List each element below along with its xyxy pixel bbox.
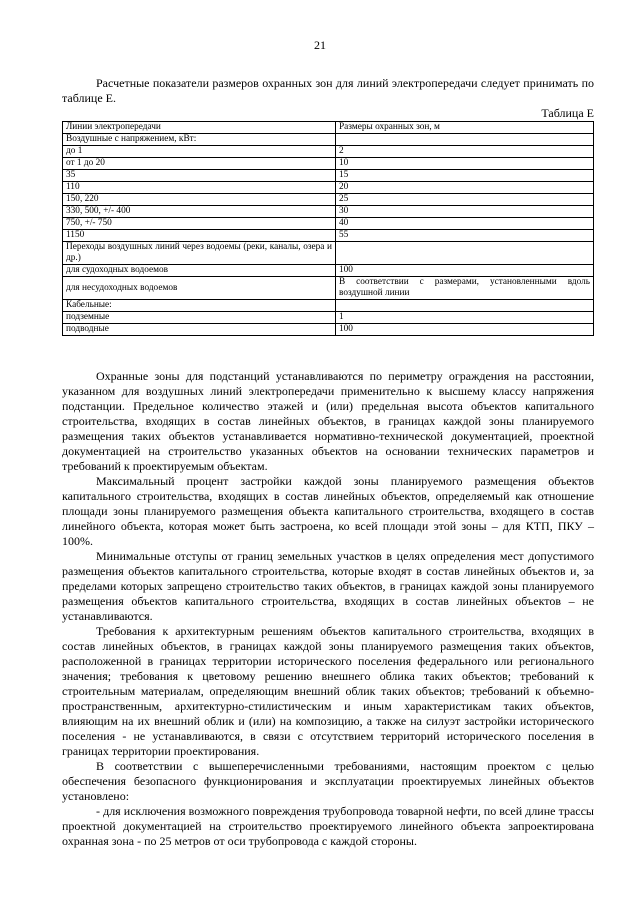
table-cell-zone-size: 1 <box>336 312 594 324</box>
table-cell-zone-size: 55 <box>336 230 594 242</box>
table-cell-line-type: Переходы воздушных линий через водоемы (реки, каналы, озера и др.) <box>63 242 336 265</box>
table-cell-line-type: для судоходных водоемов <box>63 265 336 277</box>
table-cell-line-type: 330, 500, +/- 400 <box>63 206 336 218</box>
intro-paragraph: Расчетные показатели размеров охранных зон для линий электропередачи следует принимать по таблице Е. <box>62 76 594 105</box>
table-cell-line-type: подводные <box>63 324 336 336</box>
table-row <box>63 300 594 312</box>
table-cell-line-type: для несудоходных водоемов <box>63 277 336 300</box>
table-cell-zone-size <box>336 134 594 146</box>
table-cell-zone-size: 25 <box>336 194 594 206</box>
paragraph-pipeline-zone: - для исключения возможного повреждения трубопровода товарной нефти, по всей длине трассы проектной документацией на строительство проектируемого линейного объекта запроектирована охранная зона - по 25 метров от оси трубопровода с каждой стороны. <box>62 804 594 848</box>
table-cell-zone-size <box>336 242 594 265</box>
table-cell-zone-size <box>336 300 594 312</box>
table-cell-zone-size: 100 <box>336 265 594 277</box>
protection-zones-table <box>62 121 594 336</box>
table-cell-zone-size: 30 <box>336 206 594 218</box>
table-cell-zone-size: 2 <box>336 146 594 158</box>
table-row <box>63 170 594 182</box>
table-cell-zone-size: 10 <box>336 158 594 170</box>
table-cell-line-type: Кабельные: <box>63 300 336 312</box>
table-row <box>63 324 594 336</box>
table-cell-line-type: 750, +/- 750 <box>63 218 336 230</box>
table-cell-line-type: Воздушные с напряжением, кВт: <box>63 134 336 146</box>
table-cell-line-type: 110 <box>63 182 336 194</box>
paragraph-architecture-requirements: Требования к архитектурным решениям объектов капитального строительства, входящих в состав линейных объектов, в границах каждой зоны планируемого размещения таких объектов, расположенной в границах территории исторического поселения федерального или регионального значения; требования к цветовому решению внешнего облика таких объектов; требований к строительным материалам, определяющим внешний облик таких объектов; требований к объемно-пространственным, архитектурно-стилистическим и иным характеристикам таких объектов, влияющим на их внешний облик и (или) на композицию, а также на силуэт застройки исторического поселения - не устанавливаются, в связи с отсутствием территорий исторического поселения в границах территории проектирования. <box>62 624 594 758</box>
page-number: 21 <box>314 38 326 52</box>
table-cell-line-type: подземные <box>63 312 336 324</box>
table-cell-zone-size: 40 <box>336 218 594 230</box>
table-cell-line-type: до 1 <box>63 146 336 158</box>
header-cell-lines: Линии электропередачи <box>63 122 336 134</box>
body-text <box>62 369 594 849</box>
table-row <box>63 265 594 277</box>
table-cell-zone-size: 15 <box>336 170 594 182</box>
table-row <box>63 277 594 300</box>
table-cell-zone-size: 20 <box>336 182 594 194</box>
table-cell-zone-size: 100 <box>336 324 594 336</box>
table-row <box>63 230 594 242</box>
table-cell-line-type: 1150 <box>63 230 336 242</box>
table-row <box>63 242 594 265</box>
table-row <box>63 182 594 194</box>
table-row <box>63 312 594 324</box>
paragraph-max-build-percent: Максимальный процент застройки каждой зоны планируемого размещения объектов капитального строительства, входящих в состав линейных объектов, определяемый как отношение площади зоны планируемого размещения объекта капитального строительства, входящего в состав линейного объекта, которая может быть застроена, ко всей площади этой зоны – для КТП, ПКУ – 100%. <box>62 474 594 548</box>
table-row <box>63 134 594 146</box>
paragraph-substation-zones: Охранные зоны для подстанций устанавливаются по периметру ограждения на расстоянии, указанном для воздушных линий электропередачи применительно к высшему классу напряжения подстанции. Предельное количество этажей и (или) предельная высота объектов капитального строительства, входящих в состав линейных объектов, в границах каждой зоны планируемого размещения таких объектов устанавливается нормативно-технической документацией, проектной документацией на строительство указанных объектов на основании технических параметров и требований к проектируемым объектам. <box>62 369 594 473</box>
table-row <box>63 194 594 206</box>
header-cell-zone-size: Размеры охранных зон, м <box>336 122 594 134</box>
paragraph-project-established: В соответствии с вышеперечисленными требованиями, настоящим проектом с целью обеспечения безопасного функционирования и эксплуатации проектируемых линейных объектов установлено: <box>62 759 594 803</box>
table-cell-zone-size: В соответствии с размерами, установленными вдоль воздушной линии <box>336 277 594 300</box>
table-row <box>63 206 594 218</box>
table-header-row <box>63 122 594 134</box>
table-cell-line-type: 35 <box>63 170 336 182</box>
table-row <box>63 218 594 230</box>
table-row <box>63 158 594 170</box>
table-cell-line-type: от 1 до 20 <box>63 158 336 170</box>
paragraph-min-setbacks: Минимальные отступы от границ земельных участков в целях определения мест допустимого размещения объектов капитального строительства, которые входят в состав линейных объектов и, за пределами которых запрещено строительство таких объектов, в границах каждой зоны планируемого размещения объектов капитального строительства, входящих в состав линейных объектов – не устанавливаются. <box>62 549 594 623</box>
table-caption: Таблица Е <box>541 106 594 120</box>
table-row <box>63 146 594 158</box>
table-cell-line-type: 150, 220 <box>63 194 336 206</box>
